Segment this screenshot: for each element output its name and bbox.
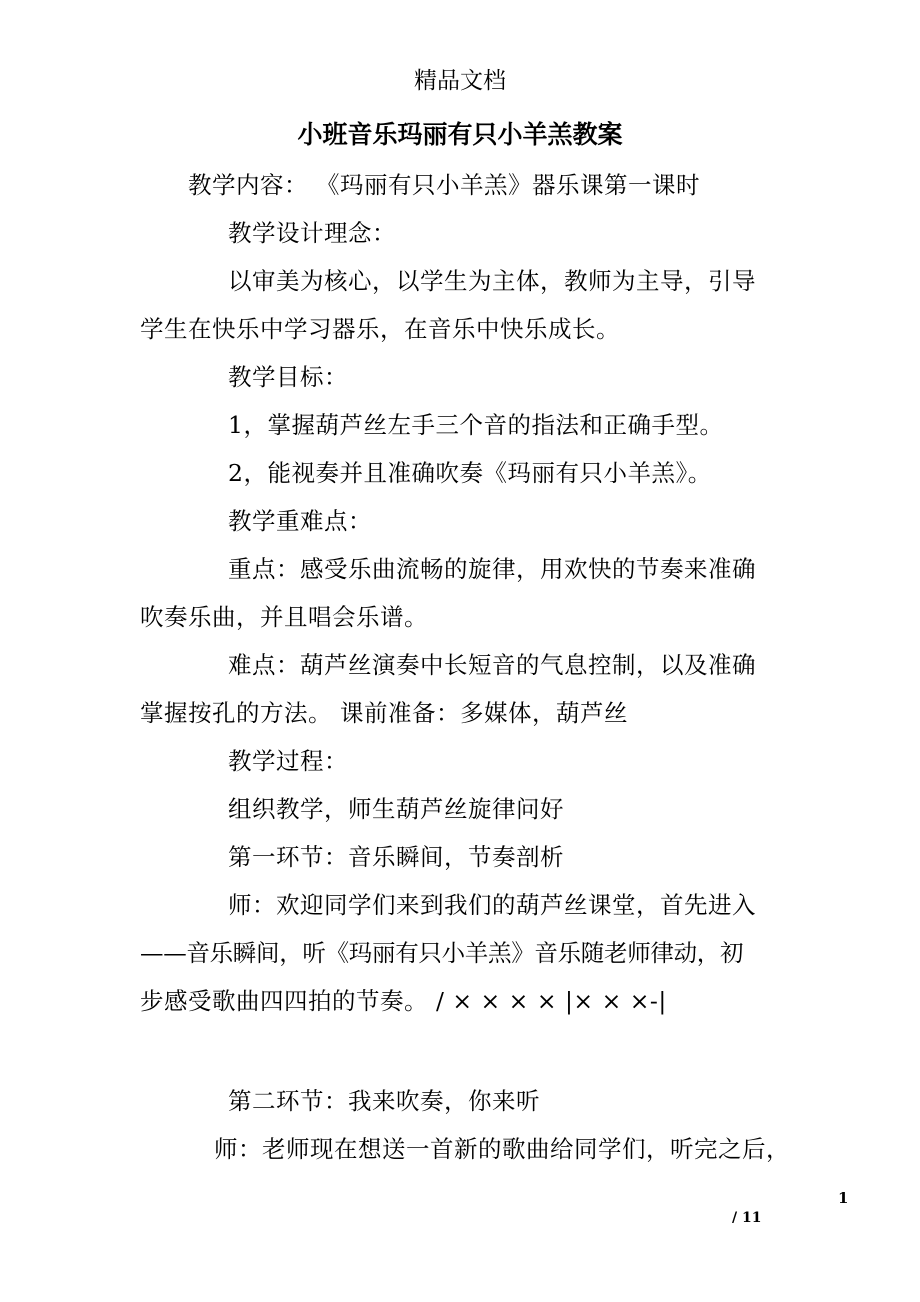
paragraph-line: 师：老师现在想送一首新的歌曲给同学们，听完之后， [214, 1135, 790, 1163]
paragraph-line: 第二环节：我来吹奏，你来听 [228, 1087, 540, 1115]
paragraph-line: 掌握按孔的方法。 课前准备：多媒体，葫芦丝 [140, 699, 628, 727]
page-number: 1 [838, 1189, 849, 1207]
page-total: / 11 [732, 1210, 762, 1226]
paragraph-line: 师：欢迎同学们来到我们的葫芦丝课堂，首先进入 [228, 891, 756, 919]
paragraph-line: 教学过程： [228, 747, 348, 775]
paragraph-line: 教学重难点： [228, 507, 372, 535]
paragraph-line: 吹奏乐曲，并且唱会乐谱。 [140, 603, 428, 631]
paragraph-line: ——音乐瞬间，听《玛丽有只小羊羔》音乐随老师律动，初 [140, 939, 744, 967]
paragraph-line: 学生在快乐中学习器乐，在音乐中快乐成长。 [140, 315, 620, 343]
paragraph-line: 教学设计理念： [228, 219, 396, 247]
paragraph-line: 组织教学，师生葫芦丝旋律问好 [228, 795, 564, 823]
paragraph-line: 第一环节：音乐瞬间，节奏剖析 [228, 843, 564, 871]
document-title: 小班音乐玛丽有只小羊羔教案 [297, 120, 623, 149]
paragraph-line: 1，掌握葫芦丝左手三个音的指法和正确手型。 [228, 411, 724, 439]
paragraph-line: 教学目标： [228, 363, 348, 391]
paragraph-line: 步感受歌曲四四拍的节奏。 / × × × × |× × ×-| [140, 987, 667, 1015]
paragraph-line: 以审美为核心，以学生为主体，教师为主导，引导 [228, 267, 756, 295]
paragraph-line: 2，能视奏并且准确吹奏《玛丽有只小羊羔》。 [228, 459, 712, 487]
paragraph-line: 难点：葫芦丝演奏中长短音的气息控制，以及准确 [228, 651, 756, 679]
paragraph-line: 教学内容： 《玛丽有只小羊羔》器乐课第一课时 [188, 171, 700, 199]
document-header-label: 精品文档 [414, 68, 506, 94]
paragraph-line: 重点：感受乐曲流畅的旋律，用欢快的节奏来准确 [228, 555, 756, 583]
